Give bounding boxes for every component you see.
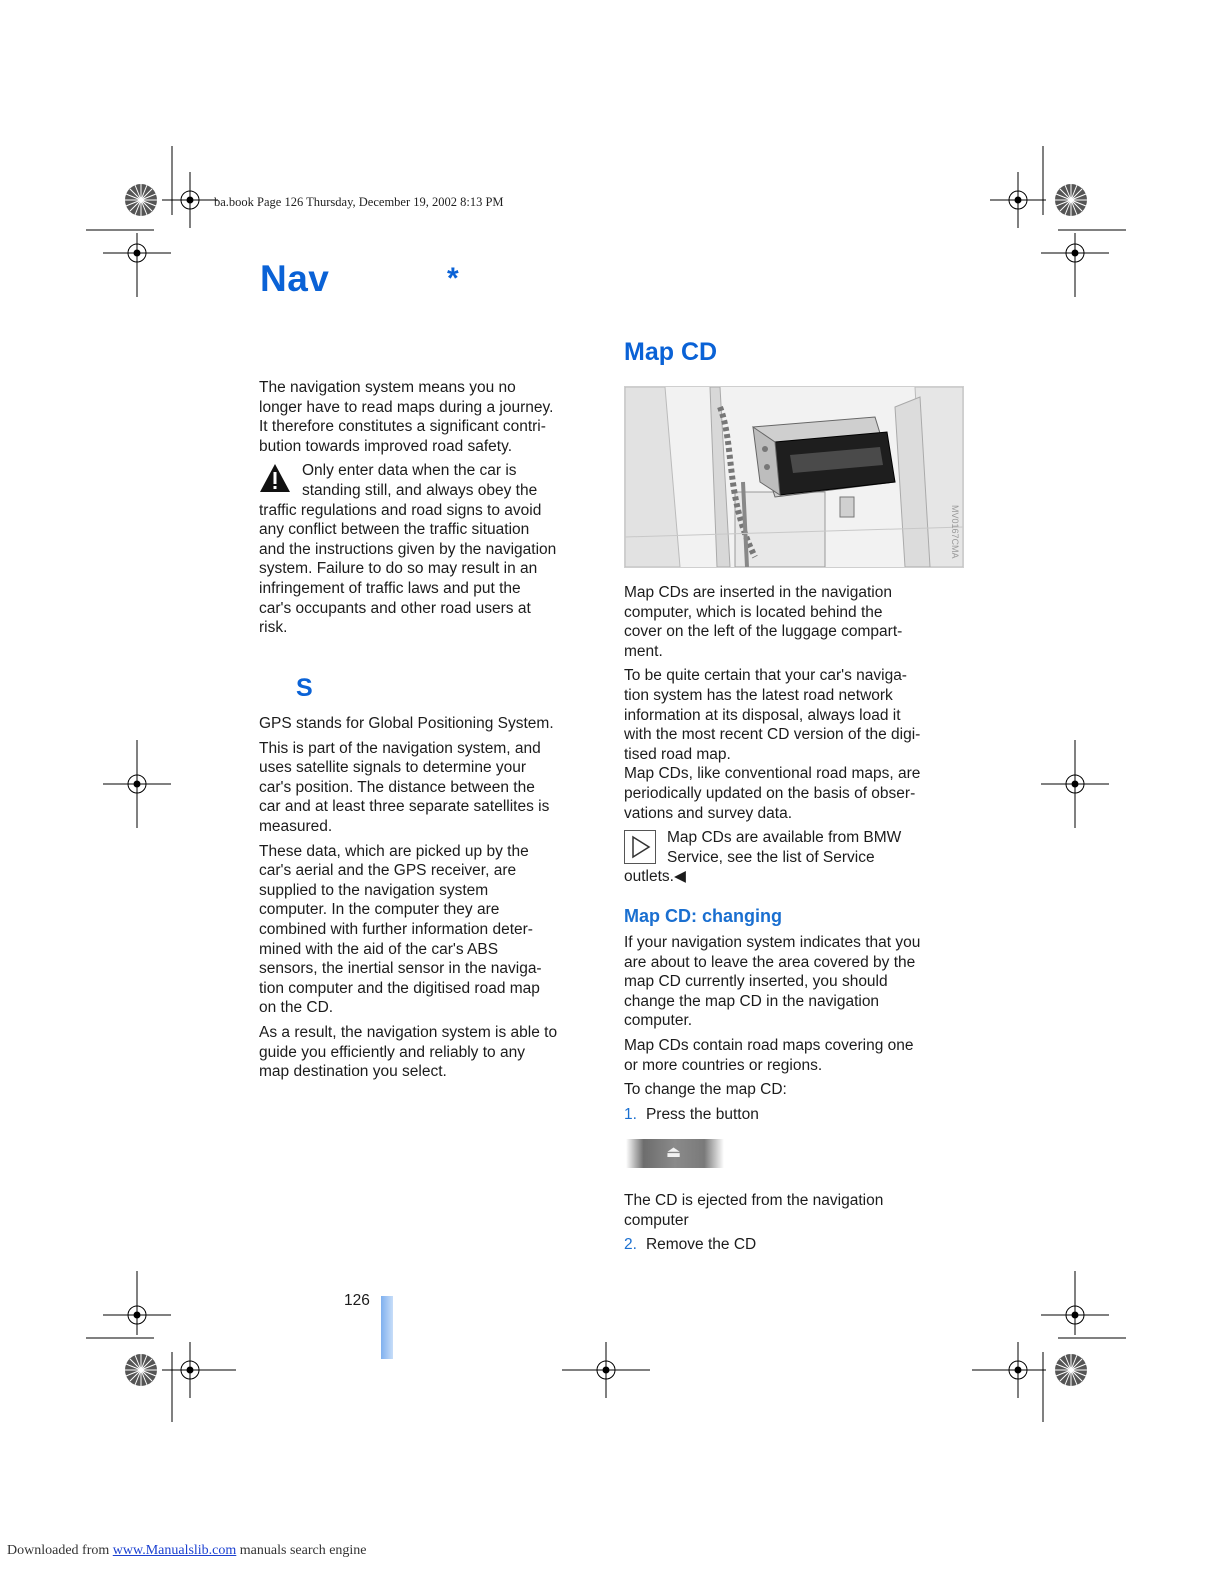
warning-triangle-icon	[259, 463, 291, 493]
map-cd-heading: Map CD	[624, 338, 718, 366]
gps-section	[259, 714, 604, 1082]
step-number: 2.	[624, 1236, 637, 1254]
eject-result-section	[624, 1191, 969, 1255]
map-cd-paragraph-2: To be quite certain that your car's naviga- tion system has the latest road network information at its disposal, always load it with the most recent CD version of the digi- tised road map. Map CDs, like conventional road maps, are periodically updated on the basis of obser- vations and survey data.	[624, 667, 921, 822]
step-1	[624, 1105, 969, 1125]
service-note: Map CDs are available from BMW Service, see the list of Service outlets.◀	[624, 829, 902, 886]
right-column	[624, 583, 969, 887]
manualslib-link[interactable]: www.Manualslib.com	[112, 1543, 237, 1558]
eject-icon: ⏏	[666, 1144, 682, 1161]
left-column	[259, 378, 599, 638]
map-cd-paragraph-1: Map CDs are inserted in the navigation computer, which is located behind the cover on the left of the luggage compart- ment.	[624, 584, 903, 660]
page-number: 126	[344, 1292, 370, 1309]
note-arrow-icon	[624, 830, 656, 864]
gps-heading: S	[296, 674, 313, 702]
chapter-title: Nav	[260, 258, 330, 299]
step-text: Remove the CD	[645, 1236, 757, 1254]
safety-warning: Only enter data when the car is standing still, and always obey the traffic regulations and road signs to avoid any conflict between the traffic situation and the instructions given by the navigation system. Failure to do so may result in an infringement of traffic laws and put the car's occupants and other road users at risk.	[259, 462, 557, 637]
eject-button-illustration	[626, 1139, 724, 1168]
map-cd-changing-section	[624, 933, 969, 1124]
changing-paragraph-2: Map CDs contain road maps covering one or more countries or regions.	[624, 1036, 914, 1074]
page-tab-bar	[381, 1296, 393, 1359]
navigation-computer-figure	[624, 386, 964, 568]
gps-paragraph-3: These data, which are picked up by the car's aerial and the GPS receiver, are supplied to the navigation system computer. In the computer they are combined with further information deter- mined with the aid of the car's ABS sensors, the inertial sensor in the naviga- tion computer and the digitised road map on the CD.	[259, 842, 542, 1017]
step-number: 1.	[624, 1105, 637, 1123]
intro-paragraph: The navigation system means you no longer have to read maps during a journey. It therefore constitutes a significant contri- bution towards improved road safety.	[259, 379, 554, 455]
changing-paragraph-1: If your navigation system indicates that you are about to leave the area covered by the map CD currently inserted, you should change the map CD in the navigation computer.	[624, 934, 921, 1030]
gps-paragraph-1: GPS stands for Global Positioning System.	[259, 715, 554, 732]
changing-paragraph-3: To change the map CD:	[624, 1081, 787, 1099]
figure-code: MV0167CMA	[950, 505, 960, 559]
step-2	[624, 1235, 969, 1255]
gps-paragraph-2: This is part of the navigation system, and uses satellite signals to determine your car's position. The distance between the car and at least three separate satellites is measured.	[259, 739, 550, 835]
download-footer: Downloaded from www.Manualslib.com manuals search engine	[7, 1543, 367, 1558]
step-text: Press the button	[645, 1105, 759, 1123]
navigation-computer-illustration	[625, 387, 963, 567]
ejected-paragraph: The CD is ejected from the navigation computer	[624, 1192, 884, 1229]
map-cd-changing-subheading: Map CD: changing	[624, 906, 782, 926]
print-header: ba.book Page 126 Thursday, December 19, 2002 8:13 PM	[214, 195, 504, 209]
optional-equipment-star: *	[447, 262, 459, 295]
gps-paragraph-4: As a result, the navigation system is able to guide you efficiently and reliably to any map destination you select.	[259, 1023, 558, 1081]
